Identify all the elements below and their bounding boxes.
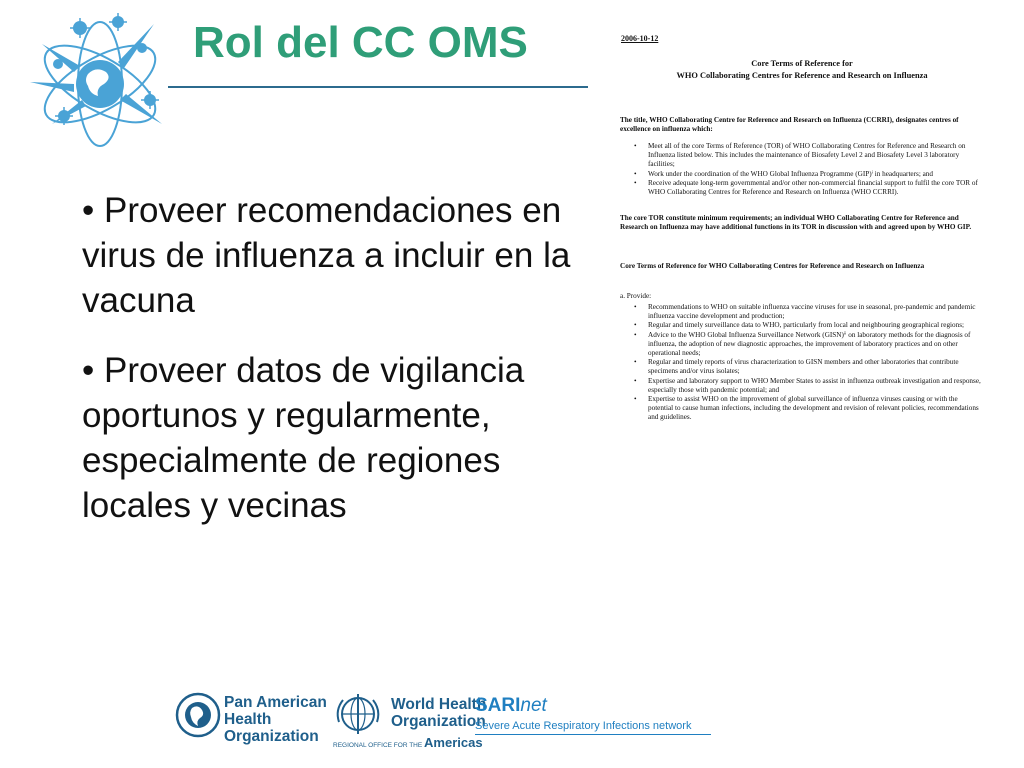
document-heading-line2: WHO Collaborating Centres for Reference and Research on Influenza: [676, 71, 928, 80]
document-date: 2006-10-12: [621, 34, 659, 43]
sarinet-italic: net: [520, 695, 547, 716]
document-section-heading: Core Terms of Reference for WHO Collaborating Centres for Reference and Research on Influenza: [620, 262, 925, 270]
document-provide-label: a. Provide:: [620, 292, 652, 300]
paho-line: Health: [224, 711, 272, 728]
bullet-list: [82, 188, 582, 553]
sarinet-tagline: Severe Acute Respiratory Infections network: [475, 720, 692, 732]
document-core-note: The core TOR constitute minimum requirements; an individual WHO Collaborating Centre for Reference and Research on Influenza may have additional functions in its TOR in discussion with and agreed upon by WHO GIP.: [620, 214, 972, 232]
paho-line: Pan American: [224, 694, 327, 711]
footer-logos: [175, 690, 735, 758]
document-intro-item: • Meet all of the core Terms of Reference (TOR) of WHO Collaborating Centres for Reference and Research on Influenza listed below. This includes the maintenance of Biosafety Level 2 and Biosafety Level 3 laboratory facilities;: [634, 142, 982, 170]
document-provide-item: • Advice to the WHO Global Influenza Surveillance Network (GISN)ⁱⁱ on laboratory methods for the diagnosis of influenza, the adoption of new diagnostic approaches, the improvement of laboratory practices and on other operational needs;: [634, 331, 982, 359]
terms-of-reference-document: [612, 30, 992, 460]
document-intro-item: • Work under the coordination of the WHO Global Influenza Programme (GIP)ⁱ in headquarters; and: [634, 170, 982, 179]
document-provide-item: • Expertise and laboratory support to WHO Member States to assist in influenza outbreak investigation and response, especially those with pandemic potential; and: [634, 377, 982, 395]
document-heading-line1: Core Terms of Reference for: [751, 59, 853, 68]
document-provide-item: • Regular and timely reports of virus characterization to GISN members and other laboratories that contribute specimens and/or virus isolates;: [634, 358, 982, 376]
document-provide-list: [634, 303, 982, 423]
bullet-item: • Proveer recomendaciones en virus de influenza a incluir en la vacuna: [82, 191, 571, 320]
paho-line: Organization: [224, 728, 319, 745]
who-emblem-icon: [333, 692, 383, 736]
who-name: [391, 696, 486, 730]
slide-title: Rol del CC OMS: [193, 18, 528, 67]
who-regional-americas: Americas: [424, 735, 483, 750]
who-line: Organization: [391, 713, 486, 730]
bullet-item: • Proveer datos de vigilancia oportunos y regularmente, especialmente de regiones locales y vecinas: [82, 351, 525, 525]
paho-name: [224, 694, 327, 745]
document-intro: The title, WHO Collaborating Centre for Reference and Research on Influenza (CCRRI), designates centres of excellence on influenza which:: [620, 116, 959, 134]
sarinet-bold: SARI: [475, 695, 521, 716]
document-provide-item: • Regular and timely surveillance data to WHO, particularly from local and neighbouring geographical regions;: [634, 321, 982, 330]
document-intro-list: [634, 142, 982, 197]
sarinet-underline: [475, 734, 711, 735]
title-divider: [168, 86, 588, 88]
document-intro-item: • Receive adequate long-term governmental and/or other non-commercial financial support to fulfil the core TOR of WHO Collaborating Centres for Reference and Research on Influenza (WHO CCRRI).: [634, 179, 982, 197]
who-regional-label: REGIONAL OFFICE FOR THE: [333, 742, 423, 749]
who-regional-office: [333, 735, 483, 750]
document-provide-item: • Expertise to assist WHO on the improvement of global surveillance of influenza viruses causing or with the potential to cause human infections, including the development and revision of relevant policies, recommendations and guidelines.: [634, 395, 982, 423]
paho-seal-icon: [175, 692, 221, 738]
document-provide-item: • Recommendations to WHO on suitable influenza vaccine viruses for use in seasonal, pre-pandemic and pandemic influenza vaccine development and production;: [634, 303, 982, 321]
who-line: World Health: [391, 696, 487, 713]
influenza-emblem-logo: [22, 4, 182, 154]
sarinet-logo: [475, 695, 547, 717]
